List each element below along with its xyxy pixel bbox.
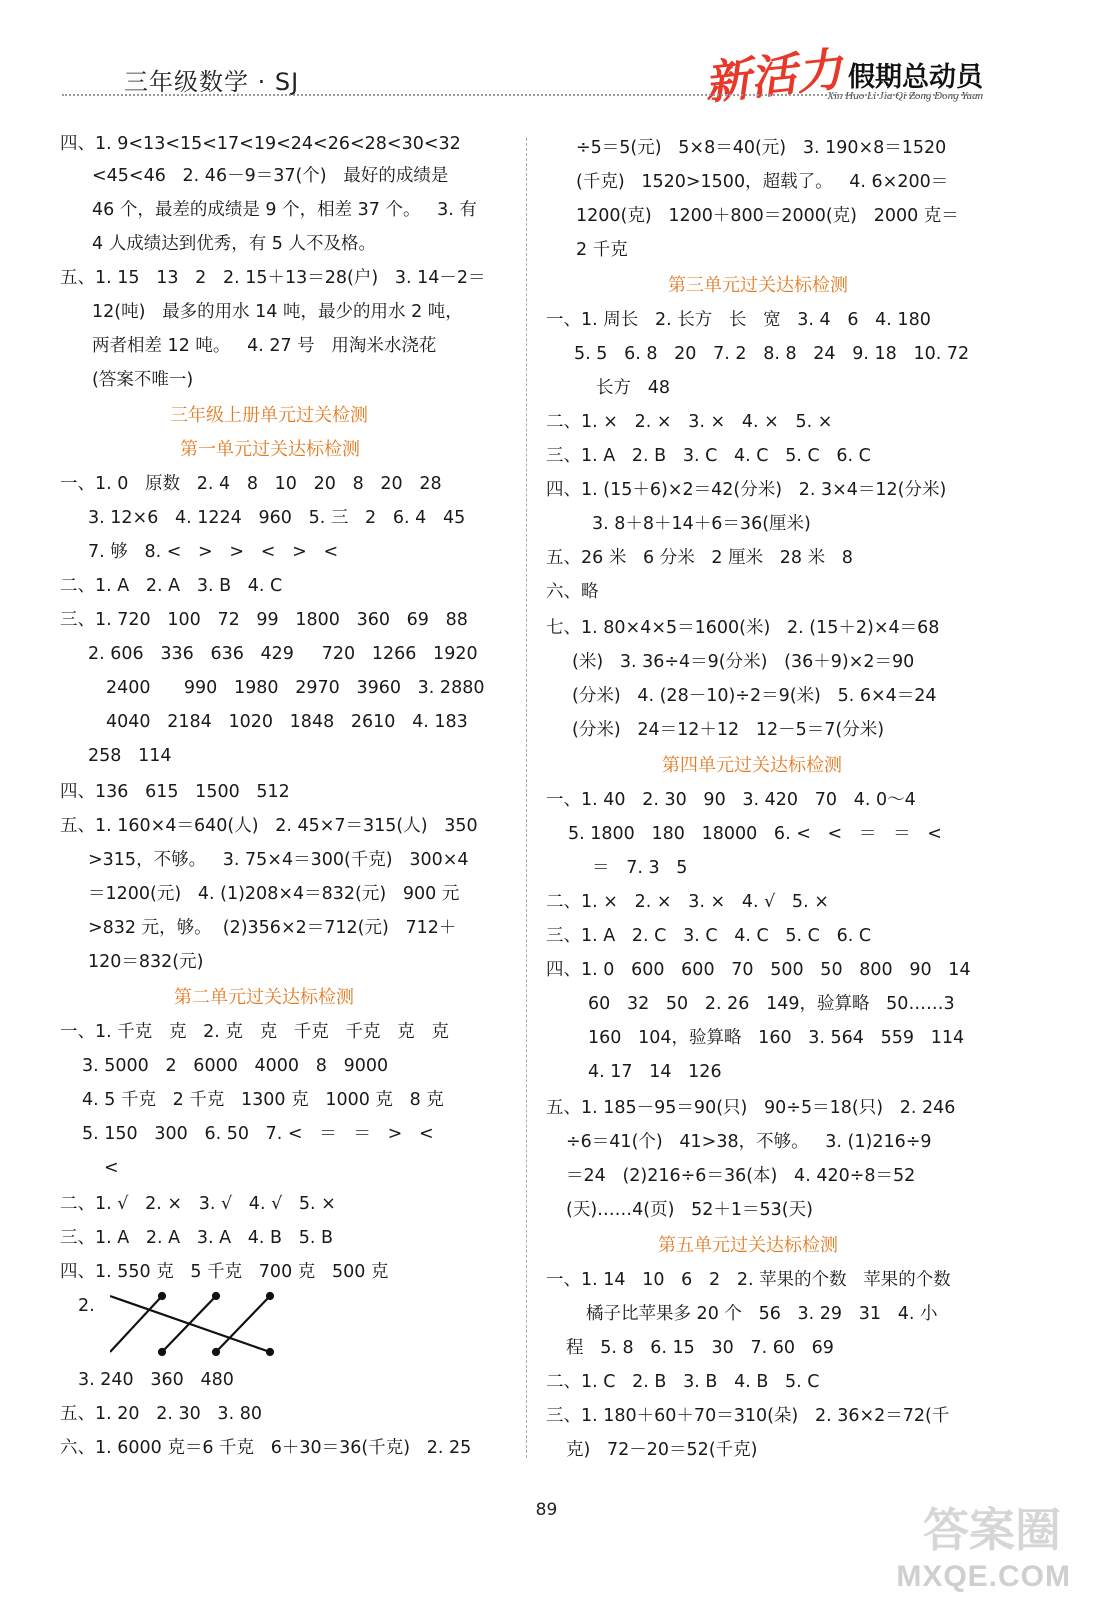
section-title: 第二单元过关达标检测 <box>174 987 354 1008</box>
answer-line: 五、1. 160×4＝640(人) 2. 45×7＝315(人) 350 <box>60 816 478 836</box>
header-divider <box>62 94 983 96</box>
answer-line: 四、1. 0 600 600 70 500 50 800 90 14 <box>546 960 971 980</box>
answer-line: 程 5. 8 6. 15 30 7. 60 69 <box>566 1338 834 1358</box>
answer-line: 两者相差 12 吨。 4. 27 号 用淘米水浇花 <box>92 336 437 356</box>
answer-line: 克) 72－20＝52(千克) <box>566 1440 758 1460</box>
answer-line: 五、1. 20 2. 30 3. 80 <box>60 1404 262 1424</box>
answer-line: 长方 48 <box>596 378 670 398</box>
answer-line: 二、1. × 2. × 3. × 4. √ 5. × <box>546 892 829 912</box>
answer-line: 2. <box>78 1296 95 1316</box>
answer-line: 7. 够 8. < > > < > < <box>88 542 339 562</box>
answer-line: 一、1. 14 10 6 2 2. 苹果的个数 苹果的个数 <box>546 1270 951 1290</box>
answer-line: 3. 8＋8＋14＋6＝36(厘米) <box>592 514 811 534</box>
brand-logo <box>701 40 983 111</box>
answer-line: 四、136 615 1500 512 <box>60 782 290 802</box>
answer-line: 一、1. 0 原数 2. 4 8 10 20 8 20 28 <box>60 474 442 494</box>
watermark-url: MXQE.COM <box>896 1560 1071 1593</box>
answer-line: 12(吨) 最多的用水 14 吨，最少的用水 2 吨， <box>92 302 463 322</box>
answer-line: >315，不够。 3. 75×4＝300(千克) 300×4 <box>88 850 469 870</box>
answer-line: 三、1. A 2. B 3. C 4. C 5. C 6. C <box>546 446 871 466</box>
page-number: 89 <box>535 1500 558 1520</box>
answer-line: (答案不唯一) <box>92 370 194 390</box>
section-title: 第四单元过关达标检测 <box>662 755 842 776</box>
answer-line: 四、1. 550 克 5 千克 700 克 500 克 <box>60 1262 389 1282</box>
answer-line: 橘子比苹果多 20 个 56 3. 29 31 4. 小 <box>586 1304 938 1324</box>
answer-line: 258 114 <box>88 746 172 766</box>
watermark-logo: 答案圈 <box>923 1503 1061 1557</box>
answer-line: < <box>104 1158 119 1178</box>
answer-line: ＝ 7. 3 5 <box>592 858 688 878</box>
answer-line: 160 104，验算略 160 3. 564 559 114 <box>588 1028 965 1048</box>
answer-line: 七、1. 80×4×5＝1600(米) 2. (15＋2)×4＝68 <box>546 618 940 638</box>
answer-line: 5. 150 300 6. 50 7. < ＝ ＝ > < <box>82 1124 434 1144</box>
brand-big: 新活力 <box>701 41 845 111</box>
subject-heading: 三年级数学 · SJ <box>124 68 300 96</box>
answer-line: 五、26 米 6 分米 2 厘米 28 米 8 <box>546 548 853 568</box>
answer-line: 六、1. 6000 克＝6 千克 6＋30＝36(千克) 2. 25 <box>60 1438 472 1458</box>
answer-line: 4. 17 14 126 <box>588 1062 722 1082</box>
answer-line: 一、1. 周长 2. 长方 长 宽 3. 4 6 4. 180 <box>546 310 931 330</box>
answer-line: ÷6＝41(个) 41>38，不够。 3. (1)216÷9 <box>566 1132 932 1152</box>
answer-line: 5. 5 6. 8 20 7. 2 8. 8 24 9. 18 10. 72 <box>574 344 970 364</box>
answer-line: (分米) 4. (28－10)÷2＝9(米) 5. 6×4＝24 <box>572 686 937 706</box>
answer-line: ÷5＝5(元) 5×8＝40(元) 3. 190×8＝1520 <box>576 138 947 158</box>
column-divider <box>526 138 527 1458</box>
brand-pinyin: Xin Huo Li Jia Qi Zong Dong Yuan <box>827 90 983 102</box>
answer-line: (分米) 24＝12＋12 12－5＝7(分米) <box>572 720 885 740</box>
answer-line: 3. 12×6 4. 1224 960 5. 三 2 6. 4 45 <box>88 508 466 528</box>
answer-line: 三、1. 720 100 72 99 1800 360 69 88 <box>60 610 468 630</box>
answer-line: 1200(克) 1200＋800＝2000(克) 2000 克＝ <box>576 206 959 226</box>
answer-line: (千克) 1520>1500，超载了。 4. 6×200＝ <box>576 172 949 192</box>
answer-line: <45<46 2. 46－9＝37(个) 最好的成绩是 <box>92 166 449 186</box>
answer-line: 五、1. 185－95＝90(只) 90÷5＝18(只) 2. 246 <box>546 1098 956 1118</box>
answer-line: 4. 5 千克 2 千克 1300 克 1000 克 8 克 <box>82 1090 444 1110</box>
answer-line: 二、1. × 2. × 3. × 4. × 5. × <box>546 412 833 432</box>
answer-line: 3. 240 360 480 <box>78 1370 234 1390</box>
answer-line: 二、1. √ 2. × 3. √ 4. √ 5. × <box>60 1194 336 1214</box>
answer-line: 46 个，最差的成绩是 9 个，相差 37 个。 3. 有 <box>92 200 477 220</box>
answer-line: 3. 5000 2 6000 4000 8 9000 <box>82 1056 389 1076</box>
answer-line: ＝24 (2)216÷6＝36(本) 4. 420÷8＝52 <box>566 1166 916 1186</box>
answer-line: 四、1. (15＋6)×2＝42(分米) 2. 3×4＝12(分米) <box>546 480 947 500</box>
section-title: 第三单元过关达标检测 <box>668 275 848 296</box>
answer-line: 2 千克 <box>576 240 628 260</box>
answer-line: 120＝832(元) <box>88 952 204 972</box>
answer-line: 60 32 50 2. 26 149，验算略 50……3 <box>588 994 955 1014</box>
answer-line: 2400 990 1980 2970 3960 3. 2880 <box>106 678 485 698</box>
answer-line: 5. 1800 180 18000 6. < < ＝ ＝ < <box>568 824 942 844</box>
answer-line: 四、1. 9<13<15<17<19<24<26<28<30<32 <box>60 134 461 154</box>
matching-lines-figure <box>110 1290 290 1370</box>
answer-line: (天)……4(页) 52＋1＝53(天) <box>566 1200 813 1220</box>
answer-line: ＝1200(元) 4. (1)208×4＝832(元) 900 元 <box>88 884 460 904</box>
answer-line: 三、1. 180＋60＋70＝310(朵) 2. 36×2＝72(千 <box>546 1406 950 1426</box>
answer-line: 4040 2184 1020 1848 2610 4. 183 <box>106 712 468 732</box>
answer-line: >832 元，够。 (2)356×2＝712(元) 712＋ <box>88 918 457 938</box>
answer-line: 三、1. A 2. C 3. C 4. C 5. C 6. C <box>546 926 872 946</box>
answer-line: 二、1. C 2. B 3. B 4. B 5. C <box>546 1372 820 1392</box>
section-title: 第五单元过关达标检测 <box>658 1235 838 1256</box>
answer-line: 三、1. A 2. A 3. A 4. B 5. B <box>60 1228 333 1248</box>
section-title: 第一单元过关达标检测 <box>180 439 360 460</box>
answer-line: 一、1. 40 2. 30 90 3. 420 70 4. 0～4 <box>546 790 916 810</box>
answer-line: 2. 606 336 636 429 720 1266 1920 <box>88 644 478 664</box>
answer-line: 二、1. A 2. A 3. B 4. C <box>60 576 283 596</box>
section-title: 三年级上册单元过关检测 <box>170 405 368 426</box>
answer-line: 4 人成绩达到优秀，有 5 人不及格。 <box>92 234 376 254</box>
brand-main: 假期总动员 <box>848 62 983 93</box>
answer-line: 一、1. 千克 克 2. 克 克 千克 千克 克 克 <box>60 1022 449 1042</box>
answer-line: 五、1. 15 13 2 2. 15＋13＝28(户) 3. 14－2＝ <box>60 268 486 288</box>
answer-line: (米) 3. 36÷4＝9(分米) (36＋9)×2＝90 <box>572 652 915 672</box>
answer-line: 六、略 <box>546 582 599 602</box>
